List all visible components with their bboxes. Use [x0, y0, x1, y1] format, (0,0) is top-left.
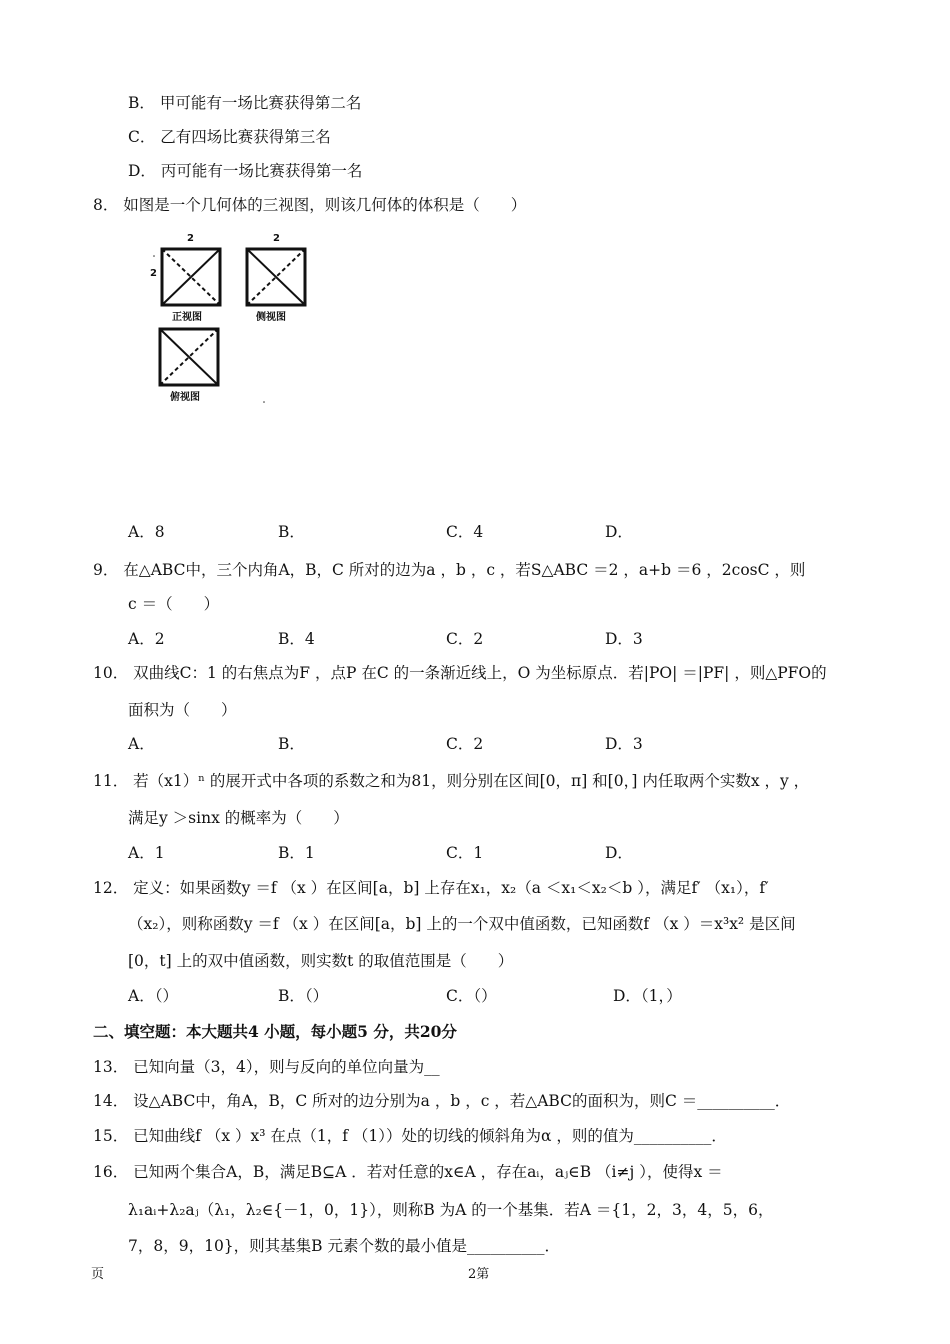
q8-option-d: D． — [605, 523, 633, 541]
q7-option-c: C． 乙有四场比赛获得第三名 — [128, 128, 331, 146]
q12-line-2: （x₂），则称函数y ＝f （x ）在区间[a，b] 上的一个双中值函数，已知函数f （x ）＝x³x² 是区间 — [128, 915, 796, 933]
q10-line-1: 10． 双曲线C：1 的右焦点为F ，点P 在C 的一条渐近线上，O 为坐标原点．若|PO| ＝|PF| ，则△PFO的 — [93, 664, 827, 682]
q11-option-a: A．1 — [128, 844, 165, 862]
q10-option-d: D．3 — [605, 735, 643, 753]
side-view-label: 侧视图 — [256, 312, 286, 323]
q12-option-d: D．（1，） — [613, 987, 682, 1005]
q10-option-c: C．2 — [446, 735, 484, 753]
q12-option-b: B．（） — [278, 987, 329, 1005]
q16-line-2: λ₁aᵢ+λ₂aⱼ（λ₁，λ₂∈{－1，0，1}），则称B 为A 的一个基集．若A ＝{1，2，3，4，5，6， — [128, 1201, 774, 1219]
side-view — [247, 249, 305, 305]
q8-stem: 8． 如图是一个几何体的三视图，则该几何体的体积是（ ） — [93, 196, 527, 214]
q10-option-b: B． — [278, 735, 305, 753]
three-view-figure — [140, 232, 320, 407]
q9-option-c: C．2 — [446, 630, 484, 648]
q13-text: 13． 已知向量（3，4），则与反向的单位向量为__ — [93, 1058, 440, 1076]
q15-text: 15． 已知曲线f （x ）x³ 在点（1，f （1））处的切线的倾斜角为α ，则的值为__________． — [93, 1127, 727, 1145]
top-view-label: 俯视图 — [170, 392, 200, 403]
q11-line-1: 11． 若（x1）ⁿ 的展开式中各项的系数之和为81，则分别在区间[0，π] 和[0，] 内任取两个实数x ，y ， — [93, 772, 810, 790]
top-view — [160, 329, 218, 385]
q14-text: 14． 设△ABC中，角A，B，C 所对的边分别为a ，b ，c ，若△ABC的面积为，则C ＝__________． — [93, 1092, 791, 1110]
q9-line-2: c ＝（ ） — [128, 595, 220, 613]
q12-line-1: 12． 定义：如果函数y ＝f （x ）在区间[a，b] 上存在x₁，x₂（a ＜x₁＜x₂＜b ），满足f′ （x₁），f′ — [93, 879, 769, 897]
q10-option-a: A． — [128, 735, 155, 753]
front-top-dimension: 2 — [187, 233, 194, 244]
front-view — [162, 249, 220, 305]
front-left-dimension: 2 — [150, 268, 157, 279]
q8-option-b: B． — [278, 523, 305, 541]
q11-option-d: D． — [605, 844, 633, 862]
footer-page-label: 页 — [91, 1267, 105, 1282]
q9-option-a: A．2 — [128, 630, 165, 648]
q7-option-b: B． 甲可能有一场比赛获得第二名 — [128, 94, 362, 112]
side-top-dimension: 2 — [273, 233, 280, 244]
footer-page-number: 2第 — [468, 1267, 490, 1282]
q8-option-a: A．8 — [128, 523, 165, 541]
q8-option-c: C．4 — [446, 523, 484, 541]
q9-option-d: D．3 — [605, 630, 643, 648]
q11-option-c: C．1 — [446, 844, 484, 862]
q9-line-1: 9． 在△ABC中，三个内角A，B，C 所对的边为a ，b ，c ，若S△ABC ＝2 ，a+b ＝6 ，2cosC ，则 — [93, 561, 806, 579]
q16-line-1: 16． 已知两个集合A，B，满足B⊆A ．若对任意的x∈A ，存在aᵢ，aⱼ∈B （i≠j ），使得x ＝ — [93, 1163, 723, 1181]
q12-option-c: C．（） — [446, 987, 497, 1005]
section-2-title: 二、填空题：本大题共4 小题，每小题5 分，共20分 — [93, 1022, 457, 1041]
q9-option-b: B．4 — [278, 630, 315, 648]
q11-line-2: 满足y ＞sinx 的概率为（ ） — [128, 809, 349, 827]
q12-option-a: A．（） — [128, 987, 178, 1005]
q7-option-d: D． 丙可能有一场比赛获得第一名 — [128, 162, 363, 180]
q12-line-3: [0，t] 上的双中值函数，则实数t 的取值范围是（ ） — [128, 952, 514, 970]
q16-line-3: 7，8，9，10}，则其基集B 元素个数的最小值是__________． — [128, 1237, 560, 1255]
front-view-label: 正视图 — [172, 312, 202, 323]
three-view-drawing — [140, 232, 320, 407]
q10-line-2: 面积为（ ） — [128, 701, 237, 719]
q11-option-b: B．1 — [278, 844, 315, 862]
